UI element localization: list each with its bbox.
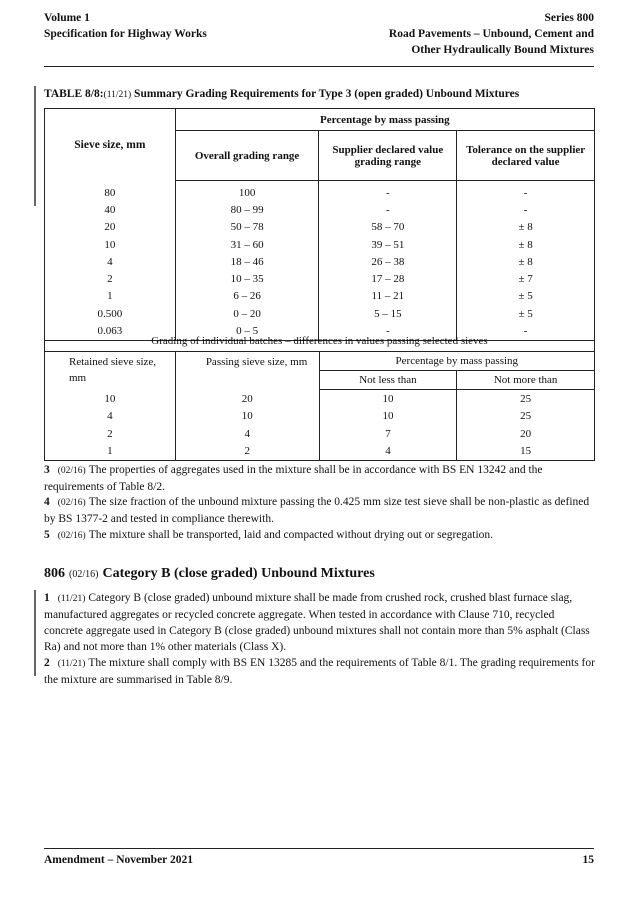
table-date: (11/21) xyxy=(103,90,132,100)
section-title: Category B (close graded) Unbound Mixtures xyxy=(102,566,375,581)
col-not-more-than: Not more than xyxy=(457,370,595,389)
table-row: 10 20 10 25 xyxy=(45,391,595,408)
batch-title: Grading of individual batches – differences in values passing selected sieves xyxy=(45,332,595,351)
col-not-less-than: Not less than xyxy=(319,370,457,389)
col-retained-sieve: Retained sieve size, mm xyxy=(45,351,176,389)
table-row: 40 80 – 99 - - xyxy=(45,202,595,219)
section-heading xyxy=(44,566,375,582)
section-date: (02/16) xyxy=(69,569,99,580)
table-row: 4 10 10 25 xyxy=(45,408,595,425)
header-right xyxy=(389,10,594,58)
footer-amendment: Amendment – November 2021 xyxy=(44,854,193,866)
col-pct-passing: Percentage by mass passing xyxy=(319,351,594,370)
paragraph-5: 5 (02/16) The mixture shall be transported, laid and compacted without drying out or segregation. xyxy=(44,529,494,541)
table-label: TABLE 8/8 xyxy=(44,88,100,100)
table-row: 2 4 7 20 xyxy=(45,426,595,443)
volume-label: Volume 1 xyxy=(44,12,90,24)
series-title-line1: Road Pavements – Unbound, Cement and xyxy=(388,28,594,40)
table-row: 0.063 0 – 5 - - xyxy=(45,323,595,341)
table-row: 2 10 – 35 17 – 28 ± 7 xyxy=(45,271,595,288)
table-title: Summary Grading Requirements for Type 3 (open graded) Unbound Mixtures xyxy=(134,88,520,100)
table-row: 10 31 – 60 39 – 51 ± 8 xyxy=(45,236,595,253)
table-row: 1 2 4 15 xyxy=(45,443,595,461)
footer-rule xyxy=(44,848,594,849)
col-supplier-declared: Supplier declared value grading range xyxy=(319,131,457,181)
table-row: 1 6 – 26 11 – 21 ± 5 xyxy=(45,288,595,305)
batch-grading-table xyxy=(44,332,595,461)
spec-title: Specification for Highway Works xyxy=(44,28,207,40)
page-number: 15 xyxy=(582,854,594,866)
header-left xyxy=(44,10,207,42)
section-paragraph-2: 2 (11/21) The mixture shall comply with BS EN 13285 and the requirements of Table 8/1. The grading requirements for the mixture are summarised in Table 8/9. xyxy=(44,657,595,686)
grading-table xyxy=(44,108,595,341)
table-row: 0.500 0 – 20 5 – 15 ± 5 xyxy=(45,306,595,323)
table-row: 80 100 - - xyxy=(45,185,595,202)
paragraph-4: 4 (02/16) The size fraction of the unbound mixture passing the 0.425 mm size test sieve shall be non-plastic as defined by BS 1377-2 and tested in compliance therewith. xyxy=(44,496,590,525)
header-rule xyxy=(44,66,594,67)
col-passing-sieve: Passing sieve size, mm xyxy=(175,351,319,389)
change-bar-section xyxy=(34,590,36,676)
table-row: 4 18 – 46 26 – 38 ± 8 xyxy=(45,254,595,271)
col-group-percentage: Percentage by mass passing xyxy=(175,109,594,131)
col-sieve-size: Sieve size, mm xyxy=(45,109,176,181)
table-row: 20 50 – 78 58 – 70 ± 8 xyxy=(45,219,595,236)
section-paragraph-1: 1 (11/21) Category B (close graded) unbound mixture shall be made from crushed rock, crushed blast furnace slag, manufactured aggregates or recycled concrete aggregate. When tested in accordance with Clause 710, recycled concrete aggregate used in Category B (close graded) unbound mixtures shall not contain more than 5% asphalt (Class Ra) and not more than 1% other materials (Class X). xyxy=(44,592,590,653)
change-bar-table xyxy=(34,86,36,206)
series-title-line2: Other Hydraulically Bound Mixtures xyxy=(411,44,594,56)
col-overall-grading: Overall grading range xyxy=(175,131,319,181)
table-caption: TABLE 8/8:(11/21) Summary Grading Requirements for Type 3 (open graded) Unbound Mixtures xyxy=(44,88,520,100)
series-label: Series 800 xyxy=(544,12,594,24)
section-number: 806 xyxy=(44,566,65,581)
col-tolerance: Tolerance on the supplier declared value xyxy=(457,131,595,181)
paragraph-3: 3 (02/16) The properties of aggregates used in the mixture shall be in accordance with BS EN 13242 and the requirements of Table 8/2. xyxy=(44,464,543,493)
